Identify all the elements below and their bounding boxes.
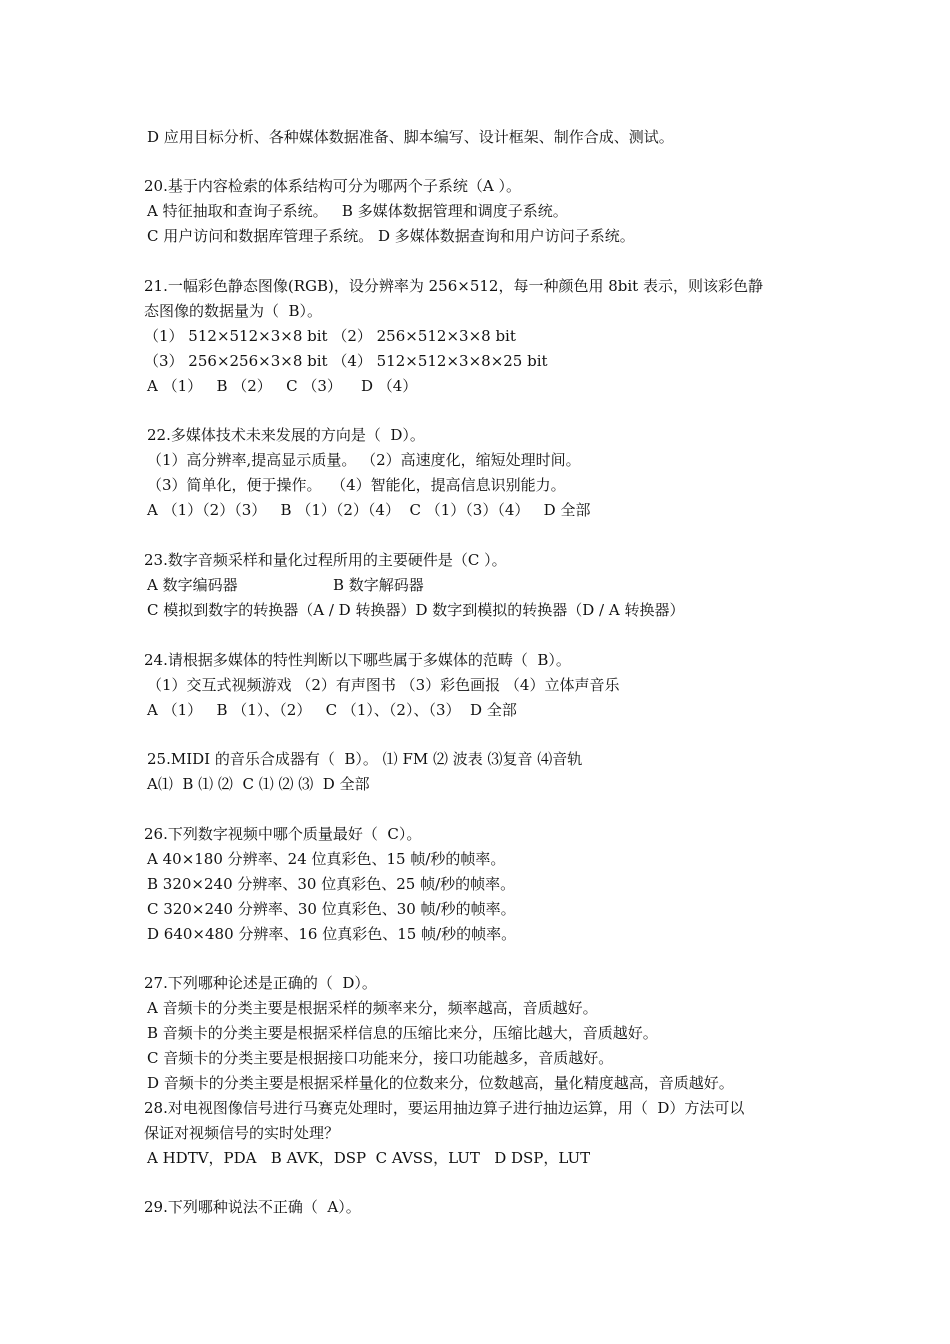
text-line: 态图像的数据量为（ B）。	[144, 302, 323, 320]
text-line: A⑴ B ⑴ ⑵ C ⑴ ⑵ ⑶ D 全部	[147, 775, 370, 793]
text-line: A 特征抽取和查询子系统。 B 多媒体数据管理和调度子系统。	[147, 202, 568, 220]
question-29: 29.下列哪种说法不正确（ A）。	[144, 1198, 361, 1216]
question-21: 21.一幅彩色静态图像(RGB)，设分辨率为 256×512，每一种颜色用 8bit 表示，则该彩色静	[144, 277, 763, 295]
question-24: 24.请根据多媒体的特性判断以下哪些属于多媒体的范畴（ B）。	[144, 651, 571, 669]
text-line: C 320×240 分辨率、30 位真彩色、30 帧/秒的帧率。	[147, 900, 516, 918]
text-line: B 320×240 分辨率、30 位真彩色、25 帧/秒的帧率。	[147, 875, 516, 893]
text-line: A （1） B （1）、（2） C （1）、（2）、（3） D 全部	[147, 701, 517, 719]
text-line: A （1）（2）（3） B （1）（2）（4） C （1）（3）（4） D 全部	[147, 501, 591, 519]
text-line: （1） 512×512×3×8 bit （2） 256×512×3×8 bit	[144, 327, 516, 345]
text-line: A 音频卡的分类主要是根据采样的频率来分，频率越高，音质越好。	[147, 999, 598, 1017]
text-line: （1）高分辨率,提高显示质量。 （2）高速度化，缩短处理时间。	[147, 451, 581, 469]
question-27: 27.下列哪种论述是正确的（ D）。	[144, 974, 377, 992]
text-line: C 模拟到数字的转换器（A / D 转换器）D 数字到模拟的转换器（D / A 转换器）	[147, 601, 685, 619]
text-line: C 音频卡的分类主要是根据接口功能来分，接口功能越多，音质越好。	[147, 1049, 614, 1067]
question-22: 22.多媒体技术未来发展的方向是（ D）。	[147, 426, 425, 444]
question-28: 28.对电视图像信号进行马赛克处理时，要运用抽边算子进行抽边运算，用（ D）方法可以	[144, 1099, 745, 1117]
question-25: 25.MIDI 的音乐合成器有（ B）。 ⑴ FM ⑵ 波表 ⑶复音 ⑷音轨	[147, 750, 583, 768]
text-line: A 数字编码器 B 数字解码器	[147, 576, 424, 594]
question-23: 23.数字音频采样和量化过程所用的主要硬件是（C ）。	[144, 551, 507, 569]
text-line: A （1） B （2） C （3） D （4）	[147, 377, 418, 395]
text-line: （3）简单化，便于操作。 （4）智能化，提高信息识别能力。	[147, 476, 566, 494]
text-line: （1）交互式视频游戏 （2）有声图书 （3）彩色画报 （4）立体声音乐	[147, 676, 620, 694]
text-line: A 40×180 分辨率、24 位真彩色、15 帧/秒的帧率。	[147, 850, 506, 868]
text-line: D 音频卡的分类主要是根据采样量化的位数来分，位数越高，量化精度越高，音质越好。	[147, 1074, 734, 1092]
text-line: D 应用目标分析、各种媒体数据准备、脚本编写、设计框架、制作合成、测试。	[147, 128, 674, 146]
text-line: （3） 256×256×3×8 bit （4） 512×512×3×8×25 bit	[144, 352, 548, 370]
text-line: D 640×480 分辨率、16 位真彩色、15 帧/秒的帧率。	[147, 925, 517, 943]
text-line: 保证对视频信号的实时处理？	[144, 1124, 340, 1142]
text-line: C 用户访问和数据库管理子系统。 D 多媒体数据查询和用户访问子系统。	[147, 227, 635, 245]
text-line: B 音频卡的分类主要是根据采样信息的压缩比来分，压缩比越大，音质越好。	[147, 1024, 658, 1042]
text-line: A HDTV，PDA B AVK，DSP C AVSS，LUT D DSP，LUT	[147, 1149, 591, 1167]
question-26: 26.下列数字视频中哪个质量最好（ C）。	[144, 825, 422, 843]
question-20: 20.基于内容检索的体系结构可分为哪两个子系统（A ）。	[144, 177, 521, 195]
